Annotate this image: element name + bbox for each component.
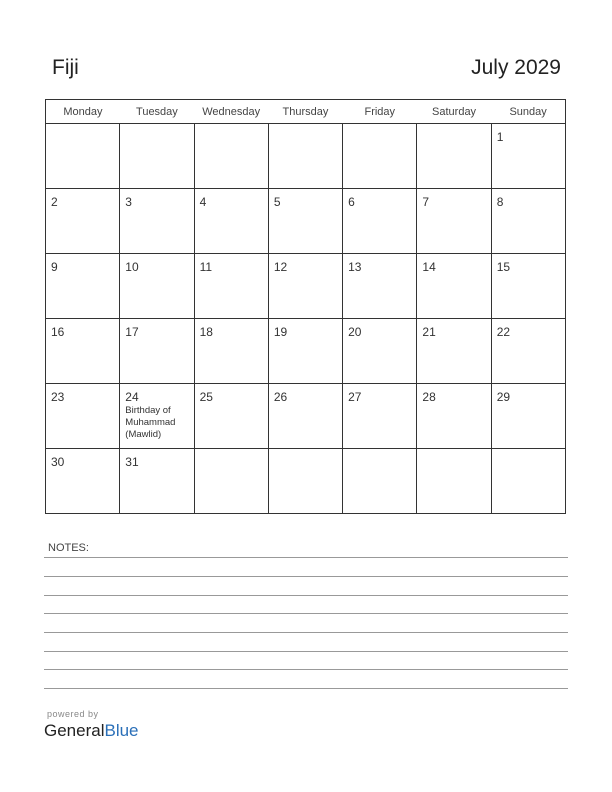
- day-number: 3: [125, 195, 132, 209]
- day-number: 5: [273, 195, 281, 209]
- week-row: [46, 124, 566, 189]
- day-cell: [417, 254, 491, 319]
- month-year-title: July 2029: [471, 56, 561, 79]
- week-row: [46, 384, 566, 449]
- day-cell-holiday: [120, 384, 194, 449]
- powered-by-text: powered by: [47, 709, 99, 719]
- day-number: 14: [422, 260, 436, 274]
- day-cell: [491, 449, 565, 514]
- weekday-header-row: [46, 100, 566, 124]
- notes-line: [44, 688, 568, 689]
- day-cell: [343, 254, 417, 319]
- day-cell: [120, 319, 194, 384]
- day-cell: [194, 319, 268, 384]
- weekday-monday: Monday: [46, 100, 120, 124]
- day-cell: [46, 189, 120, 254]
- day-number: 6: [348, 195, 355, 209]
- weekday-thursday: Thursday: [268, 100, 342, 124]
- day-cell: [268, 189, 342, 254]
- notes-line: [44, 669, 568, 670]
- day-cell: [268, 124, 342, 189]
- day-number: 12: [273, 260, 288, 274]
- weekday-saturday: Saturday: [417, 100, 491, 124]
- holiday-label: Birthday of Muhammad (Mawlid): [125, 405, 176, 440]
- day-cell: [46, 124, 120, 189]
- day-number: 29: [496, 390, 511, 404]
- day-number: 31: [125, 455, 139, 469]
- day-number: 22: [496, 325, 511, 339]
- day-cell: [194, 449, 268, 514]
- day-cell: [120, 124, 194, 189]
- day-cell: [417, 319, 491, 384]
- day-cell: [343, 319, 417, 384]
- week-row: [46, 449, 566, 514]
- day-number: 1: [496, 130, 504, 144]
- day-cell: [491, 124, 565, 189]
- brand-logo: [44, 721, 139, 741]
- day-number: 28: [422, 390, 436, 404]
- calendar-grid: [45, 99, 566, 514]
- notes-label: NOTES:: [48, 542, 89, 554]
- day-cell: [46, 319, 120, 384]
- day-cell: [268, 384, 342, 449]
- day-cell: [417, 124, 491, 189]
- day-cell: [491, 384, 565, 449]
- day-number: 11: [199, 260, 213, 274]
- weekday-sunday: Sunday: [491, 100, 565, 124]
- notes-line: [44, 595, 568, 596]
- day-number: 2: [51, 195, 58, 209]
- day-cell: [120, 254, 194, 319]
- day-number: 8: [496, 195, 504, 209]
- day-number: 30: [51, 455, 65, 469]
- country-title: Fiji: [52, 56, 79, 79]
- day-cell: [343, 449, 417, 514]
- notes-line: [44, 557, 568, 558]
- day-number: 7: [422, 195, 430, 209]
- day-number: 19: [273, 325, 288, 339]
- day-cell: [491, 319, 565, 384]
- day-number: 24: [125, 390, 139, 404]
- day-cell: [46, 254, 120, 319]
- day-number: 10: [125, 260, 139, 274]
- day-cell: [343, 124, 417, 189]
- brand-blue: Blue: [104, 721, 139, 740]
- week-row: [46, 254, 566, 319]
- day-number: 17: [125, 325, 139, 339]
- day-cell: [194, 254, 268, 319]
- day-cell: [194, 189, 268, 254]
- day-cell: [268, 319, 342, 384]
- day-cell: [268, 449, 342, 514]
- day-cell: [46, 449, 120, 514]
- day-number: 25: [199, 390, 213, 404]
- day-cell: [268, 254, 342, 319]
- day-cell: [120, 189, 194, 254]
- week-row: [46, 189, 566, 254]
- weekday-wednesday: Wednesday: [194, 100, 268, 124]
- day-cell: [120, 449, 194, 514]
- notes-line: [44, 651, 568, 652]
- brand-general: General: [44, 721, 105, 740]
- day-number: 15: [496, 260, 511, 274]
- day-number: 18: [199, 325, 213, 339]
- day-number: 23: [51, 390, 65, 404]
- day-cell: [343, 189, 417, 254]
- day-number: 27: [348, 390, 362, 404]
- day-cell: [491, 254, 565, 319]
- day-number: 16: [51, 325, 65, 339]
- day-number: 13: [348, 260, 362, 274]
- day-cell: [417, 449, 491, 514]
- day-cell: [417, 189, 491, 254]
- day-number: 20: [348, 325, 362, 339]
- day-cell: [491, 189, 565, 254]
- day-cell: [417, 384, 491, 449]
- day-cell: [343, 384, 417, 449]
- weekday-friday: Friday: [343, 100, 417, 124]
- notes-line: [44, 632, 568, 633]
- notes-line: [44, 576, 568, 577]
- day-number: 9: [51, 260, 58, 274]
- weekday-tuesday: Tuesday: [120, 100, 194, 124]
- day-number: 26: [273, 390, 288, 404]
- day-number: 21: [422, 325, 436, 339]
- day-cell: [194, 124, 268, 189]
- day-cell: [46, 384, 120, 449]
- day-cell: [194, 384, 268, 449]
- notes-line: [44, 613, 568, 614]
- week-row: [46, 319, 566, 384]
- day-number: 4: [199, 195, 207, 209]
